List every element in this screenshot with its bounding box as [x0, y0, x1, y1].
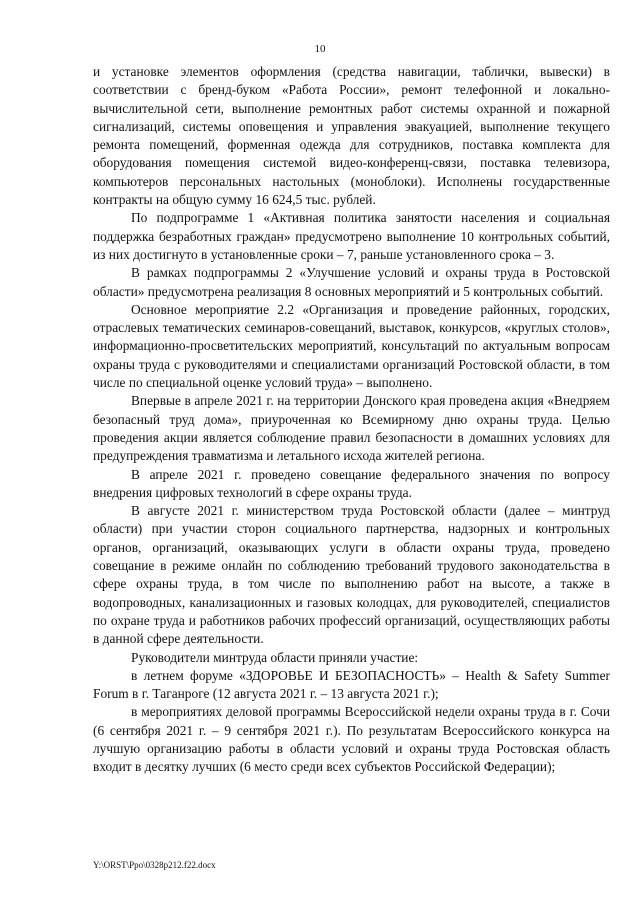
paragraph-1: и установке элементов оформления (средства навигации, таблички, вывески) в соответствии с бренд-буком «Работа России», ремонт телефонной и локально-вычислительной сети, выполнение ремонтных работ системы охранной и пожарной сигнализаций, системы оповещения и управления эвакуацией, выполнение текущего ремонта помещений, форменная одежда для сотрудников, поставка комплекта для оборудования помещения системой видео-конференц-связи, поставка телевизора, компьютеров персональных настольных (моноблоки). Исполнены государственные контракты на общую сумму 16 624,5 тыс. рублей.	[93, 64, 610, 208]
paragraph-6: В апреле 2021 г. проведено совещание федерального значения по вопросу внедрения цифровых технологий в сфере охраны труда.	[93, 466, 610, 500]
document-body	[93, 63, 610, 777]
paragraph-9: в летнем форуме «ЗДОРОВЬЕ И БЕЗОПАСНОСТЬ» – Health & Safety Summer Forum в г. Таганроге (12 августа 2021 г. – 13 августа 2021 г.);	[93, 667, 610, 702]
page-number: 10	[314, 43, 326, 55]
paragraph-10: в мероприятиях деловой программы Всероссийской недели охраны труда в г. Сочи (6 сентября 2021 г. – 9 сентября 2021 г.). По результатам Всероссийского конкурса на лучшую организацию работы в области условий и охраны труда Ростовская область входит в десятку лучших (6 место среди всех субъектов Российской Федерации);	[93, 704, 610, 775]
paragraph-7: В августе 2021 г. министерством труда Ростовской области (далее – минтруд области) при участии сторон социального партнерства, надзорных и контрольных органов, организаций, оказывающих услуги в области охраны труда, проведено совещание в режиме онлайн по соблюдению требований трудового законодательства в сфере охраны труда, в том числе по выполнению работ на высоте, а также в водопроводных, канализационных и газовых колодцах, для руководителей, специалистов по охране труда и работников рабочих профессий организаций, осуществляющих работы в данной сфере деятельности.	[93, 503, 610, 647]
paragraph-8: Руководители минтруда области приняли участие:	[131, 649, 419, 665]
file-path-footer: Y:\ORST\Ppo\0328p212.f22.docx	[93, 860, 216, 870]
paragraph-5: Впервые в апреле 2021 г. на территории Донского края проведена акция «Внедряем безопасный труд дома», приуроченная ко Всемирному дню охраны труда. Целью проведения акции является соблюдение правил безопасности в домашних условиях для предупреждения травматизма и летального исхода жителей региона.	[93, 393, 610, 464]
paragraph-2: По подпрограмме 1 «Активная политика занятости населения и социальная поддержка безработных граждан» предусмотрено выполнение 10 контрольных событий, из них достигнуто в установленные сроки – 7, раньше установленного срока – 3.	[93, 210, 610, 262]
paragraph-4: Основное мероприятие 2.2 «Организация и проведение районных, городских, отраслевых тематических семинаров-совещаний, выставок, конкурсов, «круглых столов», информационно-просветительских мероприятий, консультаций по актуальным вопросам охраны труда с руководителями и специалистами организаций Ростовской области, в том числе по специальной оценке условий труда» – выполнено.	[93, 301, 610, 391]
paragraph-3: В рамках подпрограммы 2 «Улучшение условий и охраны труда в Ростовской области» предусмотрена реализация 8 основных мероприятий и 5 контрольных событий.	[93, 265, 610, 299]
